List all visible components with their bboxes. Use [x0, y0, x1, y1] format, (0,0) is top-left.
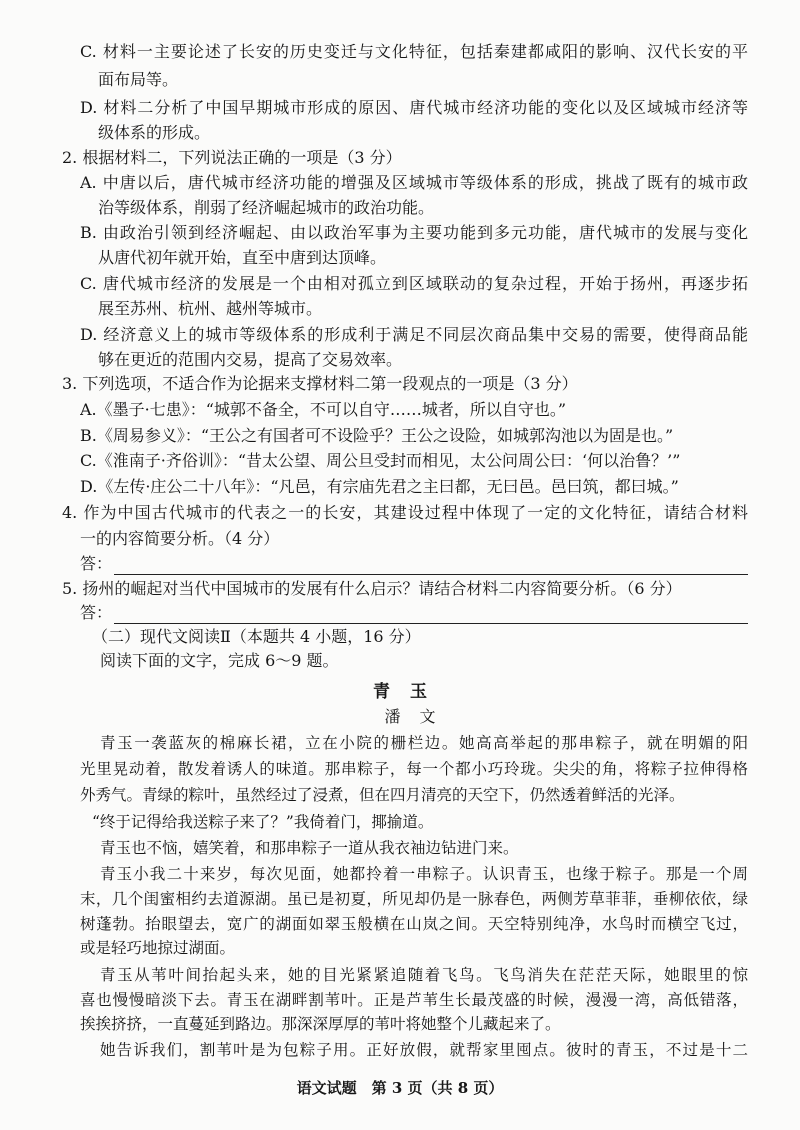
article-p4-line-4: 或是轻巧地掠过湖面。 [80, 939, 236, 957]
q3-stem: 3. 下列选项，不适合作为论据来支撑材料二第一段观点的一项是（3 分） [62, 374, 578, 393]
section-2-instruction: 阅读下面的文字，完成 6～9 题。 [100, 651, 339, 670]
q1-option-d-line-1: D. 材料二分析了中国早期城市形成的原因、唐代城市经济功能的变化以及区域城市经济等 [80, 98, 748, 117]
page-footer: 语文试题 第 3 页（共 8 页） [296, 1079, 504, 1097]
q4-stem-line-1: 4. 作为中国古代城市的代表之一的长安，其建设过程中体现了一定的文化特征，请结合材料 [62, 503, 748, 522]
q2-option-d-line-1: D. 经济意义上的城市等级体系的形成利于满足不同层次商品集中交易的需要，使得商品能 [80, 325, 748, 344]
article-p5-line-3: 挨挨挤挤，一直蔓延到路边。那深深厚厚的苇叶将她整个儿藏起来了。 [80, 1015, 561, 1033]
article-p4-line-2: 末，几个闺蜜相约去道源湖。虽已是初夏，所见却仍是一脉春色，两侧芳草菲菲，垂柳依依，绿 [80, 890, 748, 908]
article-p4-line-3: 树蓬勃。抬眼望去，宽广的湖面如翠玉般横在山岚之间。天空特别纯净，水鸟时而横空飞过， [80, 915, 748, 933]
article-p5-line-2: 喜也慢慢暗淡下去。青玉在湖畔割苇叶。正是芦苇生长最茂盛的时候，漫漫一湾，高低错落， [80, 991, 748, 1009]
q2-option-c-line-1: C. 唐代城市经济的发展是一个由相对孤立到区域联动的复杂过程，开始于扬州，再逐步拓 [80, 274, 748, 293]
q1-option-c-line-1: C. 材料一主要论述了长安的历史变迁与文化特征，包括秦建都咸阳的影响、汉代长安的平 [80, 42, 748, 61]
q2-option-a-line-2: 治等级体系，削弱了经济崛起城市的政治功能。 [98, 198, 435, 217]
q1-option-d-line-2: 级体系的形成。 [98, 123, 211, 142]
section-2-heading: （二）现代文阅读Ⅱ（本题共 4 小题，16 分） [92, 627, 421, 646]
q5-answer-label: 答： [80, 603, 113, 622]
q4-answer-blank[interactable] [114, 558, 748, 575]
q5-answer-blank[interactable] [114, 607, 748, 624]
article-p3-line-1: 青玉也不恼，嬉笑着，和那串粽子一道从我衣袖边钻进门来。 [100, 839, 519, 857]
article-p1-line-3: 外秀气。青绿的粽叶，虽然经过了浸煮，但在四月清亮的天空下，仍然透着鲜活的光泽。 [80, 786, 685, 804]
article-p6-line-1: 她告诉我们，割苇叶是为包粽子用。正好放假，就帮家里囤点。彼时的青玉，不过是十二 [100, 1041, 748, 1059]
q1-option-c-line-2: 面布局等。 [98, 70, 179, 89]
q2-option-c-line-2: 展至苏州、杭州、越州等城市。 [98, 299, 323, 318]
article-p1-line-1: 青玉一袭蓝灰的棉麻长裙，立在小院的栅栏边。她高高举起的那串粽子，就在明媚的阳 [100, 734, 748, 752]
q2-stem: 2. 根据材料二，下列说法正确的一项是（3 分） [62, 148, 402, 167]
q2-option-b-line-1: B. 由政治引领到经济崛起、由以政治军事为主要功能到多元功能，唐代城市的发展与变化 [80, 223, 748, 242]
article-p2-line-1: “终于记得给我送粽子来了？”我倚着门，揶揄道。 [92, 813, 434, 831]
article-author: 潘 文 [384, 707, 436, 726]
q2-option-b-line-2: 从唐代初年就开始，直至中唐到达顶峰。 [98, 248, 387, 267]
q2-option-a-line-1: A. 中唐以后，唐代城市经济功能的增强及区域城市等级体系的形成，挑战了既有的城市政 [80, 173, 748, 192]
q2-option-d-line-2: 够在更近的范围内交易，提高了交易效率。 [98, 350, 403, 369]
article-title: 青 玉 [373, 682, 427, 702]
q5-stem: 5. 扬州的崛起对当代中国城市的发展有什么启示？请结合材料二内容简要分析。（6 分） [62, 579, 682, 598]
q3-option-c: C.《淮南子·齐俗训》：“昔太公望、周公旦受封而相见，太公问周公曰：‘何以治鲁？’” [80, 451, 681, 470]
article-p4-line-1: 青玉小我二十来岁，每次见面，她都拎着一串粽子。认识青玉，也缘于粽子。那是一个周 [100, 865, 748, 883]
q3-option-d: D.《左传·庄公二十八年》：“凡邑，有宗庙先君之主曰都，无曰邑。邑曰筑，都曰城。” [80, 477, 679, 496]
q4-answer-line[interactable] [80, 553, 748, 575]
q5-answer-line[interactable] [80, 602, 748, 624]
q3-option-a: A.《墨子·七患》：“城郭不备全，不可以自守……城者，所以自守也。” [80, 400, 567, 419]
q4-stem-line-2: 一的内容简要分析。（4 分） [80, 529, 280, 548]
q4-answer-label: 答： [80, 554, 113, 573]
article-p5-line-1: 青玉从苇叶间抬起头来，她的目光紧紧追随着飞鸟。飞鸟消失在茫茫天际，她眼里的惊 [100, 966, 748, 984]
article-p1-line-2: 光里晃动着，散发着诱人的味道。那串粽子，每一个都小巧玲珑。尖尖的角，将粽子拉伸得格 [80, 760, 748, 778]
q3-option-b: B.《周易参义》：“王公之有国者可不设险乎？王公之设险，如城郭沟池以为固是也。” [80, 426, 674, 445]
